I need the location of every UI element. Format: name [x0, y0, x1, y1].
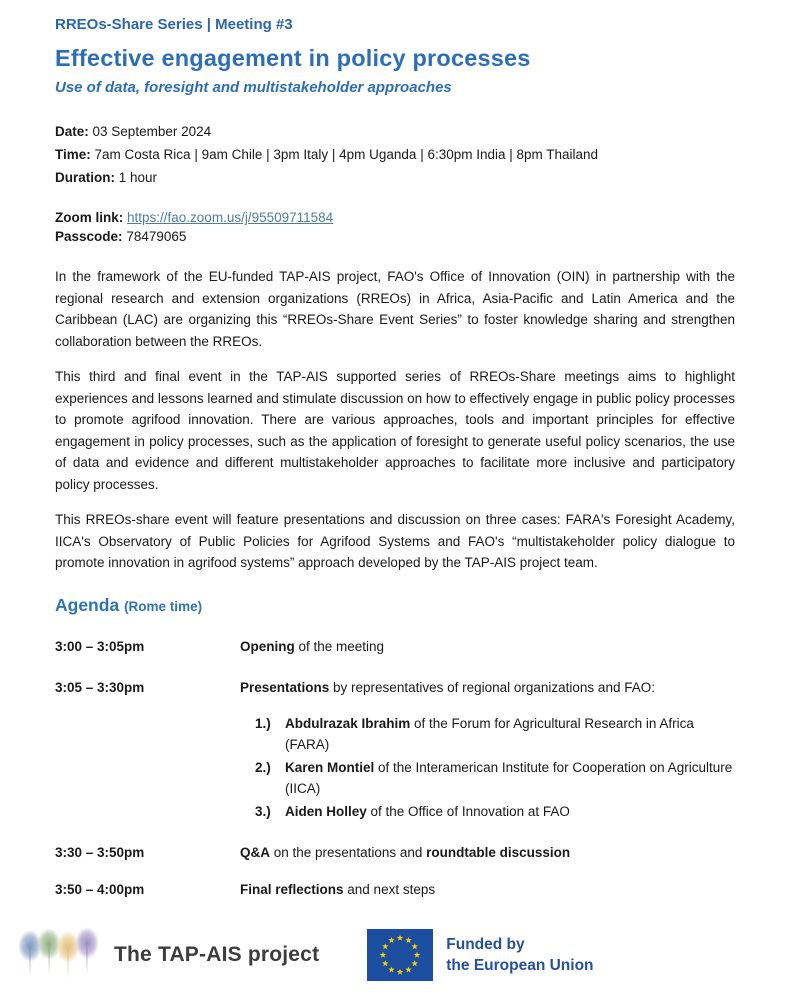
agenda-desc-bold: Q&A: [240, 844, 270, 860]
page-subtitle: Use of data, foresight and multistakeholder approaches: [55, 79, 452, 96]
agenda-desc-text: on the presentations and: [270, 844, 427, 860]
agenda-description: [240, 880, 735, 900]
passcode-value: 78479065: [126, 229, 187, 244]
presenter-name: Abdulrazak Ibrahim: [285, 715, 411, 731]
duration-value: 1 hour: [118, 170, 158, 185]
eu-flag-icon: [367, 929, 433, 981]
presenter-entry: [285, 713, 735, 755]
agenda-desc-bold: Final reflections: [240, 881, 344, 897]
agenda-description: [240, 678, 735, 698]
date-label: Date:: [55, 124, 89, 139]
agenda-timezone-note: (Rome time): [124, 598, 203, 614]
agenda-row: [55, 843, 735, 863]
agenda-desc-bold: Opening: [240, 638, 295, 654]
agenda-desc-text: of the meeting: [294, 638, 385, 654]
eu-funding-block: [367, 929, 593, 981]
eu-funding-text: [446, 934, 593, 976]
detail-duration: [55, 166, 735, 189]
agenda-row: [55, 678, 735, 698]
agenda-description: [240, 843, 735, 863]
logo-balloon-icon: [75, 927, 99, 959]
page-title: Effective engagement in policy processes: [55, 45, 531, 71]
intro-paragraph-3: This RREOs-share event will feature presentations and discussion on three cases: FARA's Foresight Academy, IICA's Observatory of Public Policies for Agrifood Systems and FAO's “multistakeholder policy dialogue to promote innovation in agrifood systems” approach developed by the TAP-AIS project team.: [55, 512, 735, 570]
agenda-time: 3:05 – 3:30pm: [55, 679, 145, 695]
presenter-entry: [285, 801, 735, 822]
agenda-description: [240, 637, 735, 657]
list-item: [255, 713, 735, 755]
zoom-link-row: [55, 208, 735, 227]
presenter-entry: [285, 757, 735, 799]
event-details: [55, 120, 735, 189]
detail-time: [55, 143, 735, 166]
presenter-name: Aiden Holley: [285, 803, 367, 819]
presenter-number: 1.): [255, 715, 271, 731]
agenda-time: 3:00 – 3:05pm: [55, 638, 145, 654]
agenda-heading: [55, 595, 735, 616]
duration-label: Duration:: [55, 170, 115, 185]
zoom-link-label: Zoom link:: [55, 210, 124, 225]
agenda-time: 3:50 – 4:00pm: [55, 881, 145, 897]
zoom-details: [55, 208, 735, 246]
presenter-list: [255, 713, 735, 822]
agenda-desc-text: and next steps: [343, 881, 436, 897]
presenter-affiliation: of the Interamerican Institute for Cooperation on Agriculture (IICA): [285, 759, 733, 796]
agenda-desc-text: by representatives of regional organizations and FAO:: [329, 679, 655, 695]
presenter-affiliation: of the Office of Innovation at FAO: [366, 803, 570, 819]
passcode-row: [55, 227, 735, 246]
zoom-meeting-link[interactable]: https://fao.zoom.us/j/95509711584: [127, 210, 334, 225]
intro-paragraph-2: This third and final event in the TAP-AIS supported series of RREOs-Share meetings aims to highlight experiences and lessons learned and stimulate discussion on how to effectively engage in public policy processes to promote agrifood innovation. There are various approaches, tools and important principles for effective engagement in policy processes, such as the application of foresight to generate useful policy scenarios, the use of data and evidence and different multistakeholder approaches to facilitate more inclusive and participatory policy processes.: [55, 369, 735, 492]
time-label: Time:: [55, 147, 91, 162]
presenter-affiliation: of the Forum for Agricultural Research in Africa (FARA): [285, 715, 694, 752]
agenda-desc-bold: roundtable discussion: [426, 844, 571, 860]
agenda-desc-bold: Presentations: [240, 679, 330, 695]
list-item: [255, 757, 735, 799]
agenda-row: [55, 637, 735, 657]
presenter-number: 3.): [255, 803, 271, 819]
intro-paragraph-1: In the framework of the EU-funded TAP-AIS project, FAO's Office of Innovation (OIN) in partnership with the regional research and extension organizations (RREOs) in Africa, Asia-Pacific and Latin America and the Caribbean (LAC) are organizing this “RREOs-Share Event Series” to foster knowledge sharing and strengthen collaboration between the RREOs.: [55, 269, 735, 349]
presenter-name: Karen Montiel: [285, 759, 375, 775]
list-item: [255, 801, 735, 822]
agenda-title: Agenda: [55, 594, 120, 615]
presenter-number: 2.): [255, 759, 271, 775]
detail-date: [55, 120, 735, 143]
passcode-label: Passcode:: [55, 229, 123, 244]
footer: [0, 924, 789, 1000]
series-label: RREOs-Share Series | Meeting #3: [55, 16, 293, 33]
date-value: 03 September 2024: [92, 124, 212, 139]
tapais-wordmark: The TAP-AIS project: [114, 943, 320, 966]
agenda-time: 3:30 – 3:50pm: [55, 844, 145, 860]
tapais-logo-icon: [16, 924, 106, 986]
agenda-row: [55, 880, 735, 900]
eu-funding-line1: Funded by: [446, 936, 525, 953]
time-value: 7am Costa Rica | 9am Chile | 3pm Italy | 4pm Uganda | 6:30pm India | 8pm Thailand: [94, 147, 599, 162]
eu-funding-line2: the European Union: [446, 957, 594, 974]
